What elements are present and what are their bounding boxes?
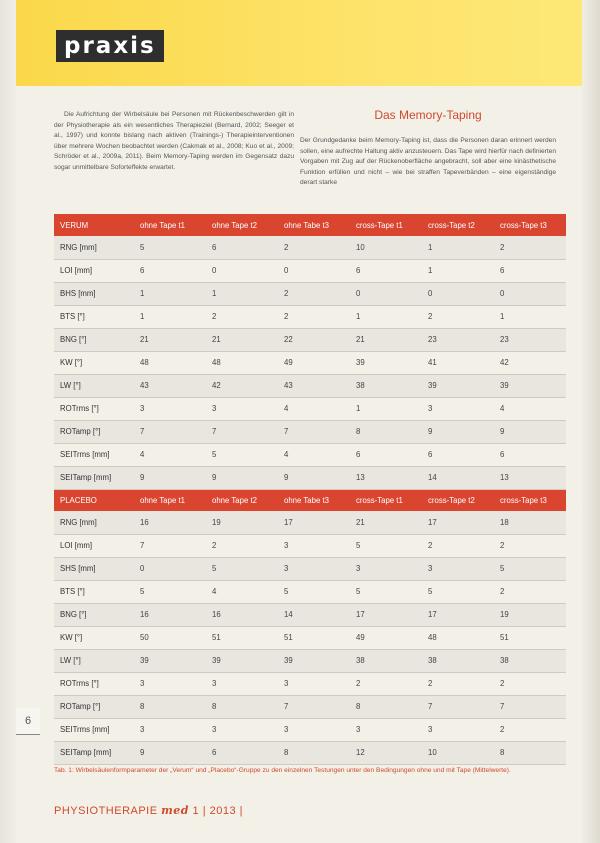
table-cell: 3 <box>422 397 494 420</box>
table-cell: 5 <box>206 557 278 580</box>
table-cell: 3 <box>350 557 422 580</box>
table-row <box>54 305 566 328</box>
parameter-label: BNG [°] <box>54 328 134 351</box>
table-cell: 38 <box>350 374 422 397</box>
table-cell: 42 <box>494 351 566 374</box>
page-number-rule <box>16 734 40 735</box>
table-row <box>54 649 566 672</box>
table-cell: 0 <box>134 557 206 580</box>
table-row <box>54 718 566 741</box>
table-cell: 2 <box>494 236 566 259</box>
table-cell: 18 <box>494 511 566 534</box>
table-cell: 5 <box>134 580 206 603</box>
table-cell: 4 <box>278 443 350 466</box>
table-row <box>54 741 566 764</box>
table-cell: 8 <box>134 695 206 718</box>
table-cell: 2 <box>422 534 494 557</box>
table-cell: 14 <box>422 466 494 489</box>
table-cell: 0 <box>350 282 422 305</box>
table-cell: 2 <box>494 580 566 603</box>
parameter-label: ROTrms [°] <box>54 397 134 420</box>
parameter-label: ROTamp [°] <box>54 695 134 718</box>
table-row <box>54 695 566 718</box>
table-row <box>54 282 566 305</box>
table-cell: 1 <box>134 305 206 328</box>
table-cell: 10 <box>350 236 422 259</box>
table-cell: 1 <box>350 397 422 420</box>
table-cell: 8 <box>350 695 422 718</box>
parameter-label: LW [°] <box>54 374 134 397</box>
table-cell: 2 <box>494 718 566 741</box>
parameter-label: LOI [mm] <box>54 534 134 557</box>
table-cell: 21 <box>206 328 278 351</box>
table-cell: 3 <box>134 397 206 420</box>
table-cell: 3 <box>350 718 422 741</box>
table-cell: 48 <box>134 351 206 374</box>
parameter-label: LOI [mm] <box>54 259 134 282</box>
magazine-med: med <box>161 804 189 817</box>
table-cell: 6 <box>206 741 278 764</box>
table-cell: 3 <box>278 718 350 741</box>
table-cell: 39 <box>206 649 278 672</box>
column-header: cross-Tape t2 <box>422 489 494 511</box>
table-row <box>54 328 566 351</box>
parameter-label: RNG [mm] <box>54 236 134 259</box>
page-number: 6 <box>16 708 40 734</box>
table-cell: 51 <box>494 626 566 649</box>
table-cell: 6 <box>350 443 422 466</box>
table-cell: 6 <box>134 259 206 282</box>
table-cell: 23 <box>422 328 494 351</box>
table-cell: 41 <box>422 351 494 374</box>
table-cell: 0 <box>206 259 278 282</box>
table-cell: 5 <box>134 236 206 259</box>
table-cell: 8 <box>350 420 422 443</box>
table-cell: 8 <box>278 741 350 764</box>
column-header: ohne Tape t1 <box>134 489 206 511</box>
table-cell: 3 <box>134 718 206 741</box>
table-cell: 4 <box>494 397 566 420</box>
table-cell: 21 <box>134 328 206 351</box>
table-row <box>54 236 566 259</box>
parameter-label: KW [°] <box>54 626 134 649</box>
table-cell: 48 <box>422 626 494 649</box>
table-cell: 2 <box>494 534 566 557</box>
table-cell: 2 <box>206 305 278 328</box>
placebo-group-label: PLACEBO <box>54 489 134 511</box>
column-header: cross-Tape t2 <box>422 214 494 236</box>
parameter-label: LW [°] <box>54 649 134 672</box>
table-cell: 51 <box>278 626 350 649</box>
table-cell: 1 <box>206 282 278 305</box>
table-cell: 6 <box>206 236 278 259</box>
column-header: ohne Tape t2 <box>206 214 278 236</box>
table-cell: 7 <box>206 420 278 443</box>
table-cell: 43 <box>278 374 350 397</box>
parameter-label: BNG [°] <box>54 603 134 626</box>
table-cell: 39 <box>350 351 422 374</box>
section-paragraph: Der Grundgedanke beim Memory-Taping ist, dass die Personen daran erinnert werden sollen, eine aufrechte Haltung aktiv anzusteuern. Das Tape wird hierfür nach definierten Vorgaben mit Zug auf der Rückenoberfläche angebracht, soll aber eine kinästhetische Funktion erfüllen und nicht – wie bei straffen Tapeverbänden – eine eigenständige derart starke <box>300 137 556 187</box>
table-row <box>54 374 566 397</box>
table-row <box>54 511 566 534</box>
table-cell: 38 <box>494 649 566 672</box>
table-caption: Tab. 1: Wirbelsäulenformparameter der „Verum“ und „Placebo“-Gruppe zu den einzelnen Testungen unter den Bedingungen ohne und mit Tape (Mittelwerte). <box>54 767 511 774</box>
table-cell: 5 <box>494 557 566 580</box>
table-cell: 2 <box>494 672 566 695</box>
magazine-footer <box>54 804 243 817</box>
parameter-label: SEITrms [mm] <box>54 718 134 741</box>
column-header: ohne Tape t2 <box>206 489 278 511</box>
table-cell: 16 <box>134 511 206 534</box>
header-band <box>16 0 582 86</box>
table-row <box>54 603 566 626</box>
table-cell: 17 <box>422 511 494 534</box>
table-row <box>54 534 566 557</box>
table-cell: 5 <box>278 580 350 603</box>
table-cell: 8 <box>494 741 566 764</box>
column-header: cross-Tape t1 <box>350 489 422 511</box>
table-cell: 49 <box>278 351 350 374</box>
table-cell: 6 <box>494 443 566 466</box>
table-cell: 22 <box>278 328 350 351</box>
table-cell: 7 <box>134 534 206 557</box>
table-cell: 2 <box>350 672 422 695</box>
table-cell: 19 <box>494 603 566 626</box>
table-cell: 3 <box>206 718 278 741</box>
table-cell: 5 <box>350 534 422 557</box>
table-cell: 48 <box>206 351 278 374</box>
table-cell: 12 <box>350 741 422 764</box>
table-cell: 8 <box>206 695 278 718</box>
table-cell: 39 <box>278 649 350 672</box>
table-cell: 0 <box>278 259 350 282</box>
table-cell: 7 <box>494 695 566 718</box>
table-cell: 38 <box>350 649 422 672</box>
table-cell: 39 <box>494 374 566 397</box>
table-cell: 9 <box>494 420 566 443</box>
table-cell: 5 <box>422 580 494 603</box>
table-row <box>54 466 566 489</box>
table-cell: 2 <box>278 236 350 259</box>
table-cell: 6 <box>350 259 422 282</box>
table-row <box>54 351 566 374</box>
table-cell: 39 <box>134 649 206 672</box>
table-row <box>54 420 566 443</box>
table-cell: 3 <box>422 718 494 741</box>
table-cell: 42 <box>206 374 278 397</box>
table-cell: 21 <box>350 328 422 351</box>
table-cell: 9 <box>134 466 206 489</box>
parameter-label: BTS [°] <box>54 305 134 328</box>
table-row <box>54 626 566 649</box>
table-cell: 0 <box>422 282 494 305</box>
table-cell: 13 <box>350 466 422 489</box>
page-gutter <box>0 0 16 843</box>
table-cell: 50 <box>134 626 206 649</box>
table-cell: 7 <box>278 420 350 443</box>
parameter-label: ROTamp [°] <box>54 420 134 443</box>
table-cell: 16 <box>134 603 206 626</box>
table-cell: 2 <box>278 282 350 305</box>
table-cell: 3 <box>422 557 494 580</box>
table-cell: 3 <box>206 672 278 695</box>
results-table-container <box>54 214 566 765</box>
table-cell: 4 <box>134 443 206 466</box>
table-cell: 7 <box>422 695 494 718</box>
table-row <box>54 397 566 420</box>
table-cell: 9 <box>278 466 350 489</box>
table-row <box>54 557 566 580</box>
table-cell: 49 <box>350 626 422 649</box>
table-cell: 17 <box>422 603 494 626</box>
table-cell: 38 <box>422 649 494 672</box>
table-cell: 3 <box>278 534 350 557</box>
verum-header-row <box>54 214 566 236</box>
table-cell: 0 <box>494 282 566 305</box>
parameter-label: BTS [°] <box>54 580 134 603</box>
table-row <box>54 259 566 282</box>
table-cell: 1 <box>350 305 422 328</box>
section-heading: Das Memory-Taping <box>374 108 482 122</box>
table-cell: 17 <box>278 511 350 534</box>
parameter-label: KW [°] <box>54 351 134 374</box>
table-cell: 10 <box>422 741 494 764</box>
table-cell: 1 <box>422 236 494 259</box>
table-cell: 14 <box>278 603 350 626</box>
table-cell: 39 <box>422 374 494 397</box>
table-cell: 6 <box>494 259 566 282</box>
column-header: cross-Tape t3 <box>494 489 566 511</box>
table-cell: 1 <box>134 282 206 305</box>
table-cell: 51 <box>206 626 278 649</box>
column-header: cross-Tape t1 <box>350 214 422 236</box>
table-cell: 3 <box>134 672 206 695</box>
parameter-label: RNG [mm] <box>54 511 134 534</box>
table-cell: 3 <box>278 672 350 695</box>
issue-info: 1 | 2013 | <box>192 805 244 817</box>
parameter-label: SEITamp [mm] <box>54 466 134 489</box>
table-cell: 16 <box>206 603 278 626</box>
table-cell: 4 <box>206 580 278 603</box>
section-label: praxis <box>56 30 164 62</box>
table-cell: 2 <box>422 305 494 328</box>
table-cell: 3 <box>206 397 278 420</box>
table-cell: 2 <box>278 305 350 328</box>
table-cell: 9 <box>206 466 278 489</box>
parameter-label: SHS [mm] <box>54 557 134 580</box>
table-row <box>54 580 566 603</box>
table-cell: 1 <box>422 259 494 282</box>
placebo-header-row <box>54 489 566 511</box>
table-cell: 4 <box>278 397 350 420</box>
table-cell: 2 <box>206 534 278 557</box>
table-cell: 9 <box>134 741 206 764</box>
table-cell: 3 <box>278 557 350 580</box>
parameter-label: SEITamp [mm] <box>54 741 134 764</box>
table-cell: 7 <box>134 420 206 443</box>
table-cell: 1 <box>494 305 566 328</box>
column-header: ohne Tabe t3 <box>278 214 350 236</box>
table-cell: 9 <box>422 420 494 443</box>
magazine-name: PHYSIOTHERAPIE <box>54 805 158 817</box>
table-cell: 19 <box>206 511 278 534</box>
column-header: ohne Tabe t3 <box>278 489 350 511</box>
verum-group-label: VERUM <box>54 214 134 236</box>
results-table-body <box>54 214 566 764</box>
column-header: cross-Tape t3 <box>494 214 566 236</box>
parameter-label: SEITrms [mm] <box>54 443 134 466</box>
table-cell: 7 <box>278 695 350 718</box>
table-cell: 2 <box>422 672 494 695</box>
table-cell: 21 <box>350 511 422 534</box>
table-row <box>54 672 566 695</box>
intro-paragraph: Die Aufrichtung der Wirbelsäule bei Personen mit Rückenbeschwerden gilt in der Physiotherapie als ein wesentliches Therapieziel (Bernard, 2002; Seeger et al., 1997) und konnte bislang nach aktiven (Trainings-) Therapieinterventionen über mehrere Wochen beobachtet werden (Cakmak et al., 2008; Kuo et al., 2009; Schröder et al., 2009a, 2011). Beim Memory-Taping werden im Gegensatz dazu sogar unmittelbare Soforteffekte erwartet. <box>54 111 294 171</box>
table-cell: 5 <box>206 443 278 466</box>
table-cell: 5 <box>350 580 422 603</box>
results-table <box>54 214 566 765</box>
table-cell: 17 <box>350 603 422 626</box>
column-header: ohne Tape t1 <box>134 214 206 236</box>
table-cell: 23 <box>494 328 566 351</box>
table-cell: 43 <box>134 374 206 397</box>
table-cell: 6 <box>422 443 494 466</box>
parameter-label: ROTrms [°] <box>54 672 134 695</box>
table-cell: 13 <box>494 466 566 489</box>
parameter-label: BHS [mm] <box>54 282 134 305</box>
page-edge <box>582 0 600 843</box>
table-row <box>54 443 566 466</box>
